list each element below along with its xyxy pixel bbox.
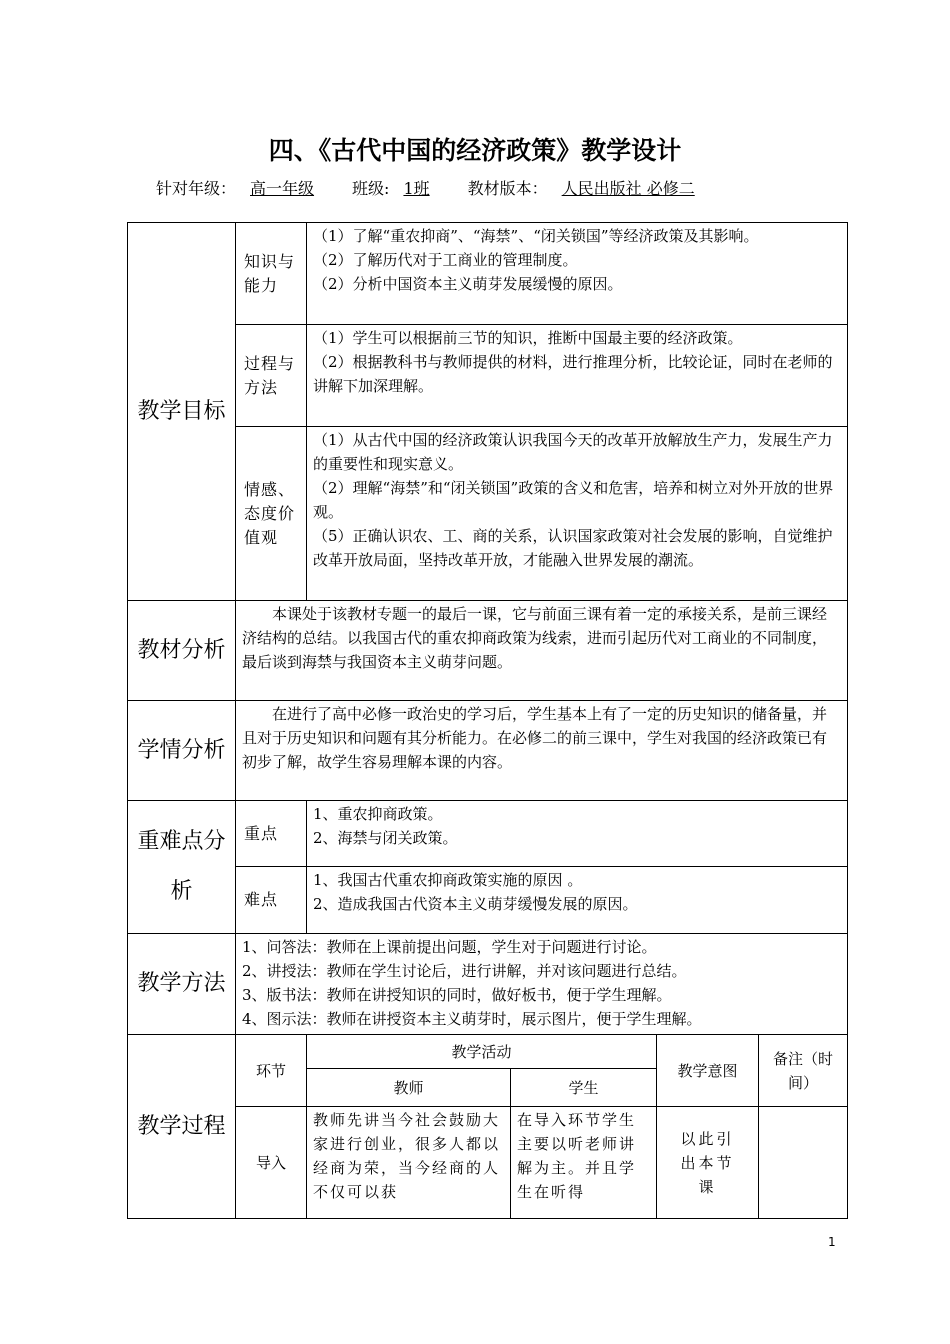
note-cell xyxy=(759,1107,848,1219)
methods-label: 教学方法 xyxy=(128,934,236,1035)
process-goal-content xyxy=(307,325,848,427)
grade-value: 高一年级 xyxy=(250,179,315,198)
difficult-content xyxy=(307,867,848,934)
emotion-line: （5）正确认识农、工、商的关系，认识国家政策对社会发展的影响，自觉维护改革开放局面，坚持改革开放，才能融入世界发展的潮流。 xyxy=(313,527,833,569)
material-text: 本课处于该教材专题一的最后一课，它与前面三课有着一定的承接关系，是前三课经济结构的总结。以我国古代的重农抑商政策为线索，进而引起历代对工商业的不同制度，最后谈到海禁与我国资本主义萌芽问题。 xyxy=(236,601,848,701)
difficult-line: 1、我国古代重农抑商政策实施的原因 。 xyxy=(313,871,583,889)
process-goal-label: 过程与方法 xyxy=(236,325,307,427)
emotion-label: 情感、态度价值观 xyxy=(236,427,307,601)
teacher-header: 教师 xyxy=(307,1069,511,1107)
teacher-cell: 教师先讲当今社会鼓励大家进行创业，很多人都以经商为荣，当今经商的人不仅可以获 xyxy=(307,1107,511,1219)
goals-label: 教学目标 xyxy=(128,223,236,601)
stage-header: 环节 xyxy=(236,1035,307,1107)
key-label: 重点 xyxy=(236,801,307,867)
key-line: 2、海禁与闭关政策。 xyxy=(313,829,458,847)
method-line: 3、版书法：教师在讲授知识的同时，做好板书，便于学生理解。 xyxy=(242,986,672,1004)
stage-cell: 导入 xyxy=(236,1107,307,1219)
activity-header: 教学活动 xyxy=(307,1035,657,1069)
edition-label: 教材版本： xyxy=(467,179,548,198)
class-label: 班级: xyxy=(352,179,390,198)
students-label: 学情分析 xyxy=(128,701,236,801)
class-value: 1班 xyxy=(403,179,430,198)
knowledge-label: 知识与能力 xyxy=(236,223,307,325)
method-line: 1、问答法：教师在上课前提出问题，学生对于问题进行讨论。 xyxy=(242,938,657,956)
knowledge-line: （2）了解历代对于工商业的管理制度。 xyxy=(313,251,578,269)
process-goal-line: （1）学生可以根据前三节的知识，推断中国最主要的经济政策。 xyxy=(313,329,743,347)
emotion-content xyxy=(307,427,848,601)
page-title: 四、《古代中国的经济政策》教学设计 xyxy=(268,136,682,165)
emotion-line: （2）理解“海禁”和“闭关锁国”政策的含义和危害，培养和树立对外开放的世界观。 xyxy=(313,479,834,521)
student-cell: 在导入环节学生主要以听老师讲解为主。并且学生在听得 xyxy=(511,1107,657,1219)
difficult-label: 难点 xyxy=(236,867,307,934)
knowledge-line: （2）分析中国资本主义萌芽发展缓慢的原因。 xyxy=(313,275,623,293)
difficult-line: 2、造成我国古代资本主义萌芽缓慢发展的原因。 xyxy=(313,895,638,913)
method-line: 2、讲授法：教师在学生讨论后，进行讲解，并对该问题进行总结。 xyxy=(242,962,687,980)
knowledge-content xyxy=(307,223,848,325)
material-label: 教材分析 xyxy=(128,601,236,701)
students-text: 在进行了高中必修一政治史的学习后，学生基本上有了一定的历史知识的储备量，并且对于历史知识和问题有其分析能力。在必修二的前三课中，学生对我国的经济政策已有初步了解，故学生容易理解本课的内容。 xyxy=(236,701,848,801)
method-line: 4、图示法：教师在讲授资本主义萌芽时，展示图片，便于学生理解。 xyxy=(242,1010,702,1028)
methods-content xyxy=(236,934,848,1035)
note-header: 备注（时间） xyxy=(759,1035,848,1107)
keypoints-label: 重难点分析 xyxy=(128,801,236,934)
process-goal-line: （2）根据教科书与教师提供的材料，进行推理分析，比较论证，同时在老师的讲解下加深理解。 xyxy=(313,353,833,395)
emotion-line: （1）从古代中国的经济政策认识我国今天的改革开放解放生产力，发展生产力的重要性和现实意义。 xyxy=(313,431,833,473)
key-content xyxy=(307,801,848,867)
grade-label: 针对年级： xyxy=(156,179,237,198)
lesson-plan-table xyxy=(127,222,848,1219)
knowledge-line: （1）了解“重农抑商”、“海禁”、“闭关锁国”等经济政策及其影响。 xyxy=(313,227,759,245)
document-meta xyxy=(156,176,709,199)
intent-cell: 以此引出本节课 xyxy=(657,1107,759,1219)
edition-value: 人民出版社 必修二 xyxy=(561,179,695,198)
key-line: 1、重农抑商政策。 xyxy=(313,805,443,823)
intent-header: 教学意图 xyxy=(657,1035,759,1107)
student-header: 学生 xyxy=(511,1069,657,1107)
page-number: 1 xyxy=(828,1235,836,1249)
process-label: 教学过程 xyxy=(128,1035,236,1219)
